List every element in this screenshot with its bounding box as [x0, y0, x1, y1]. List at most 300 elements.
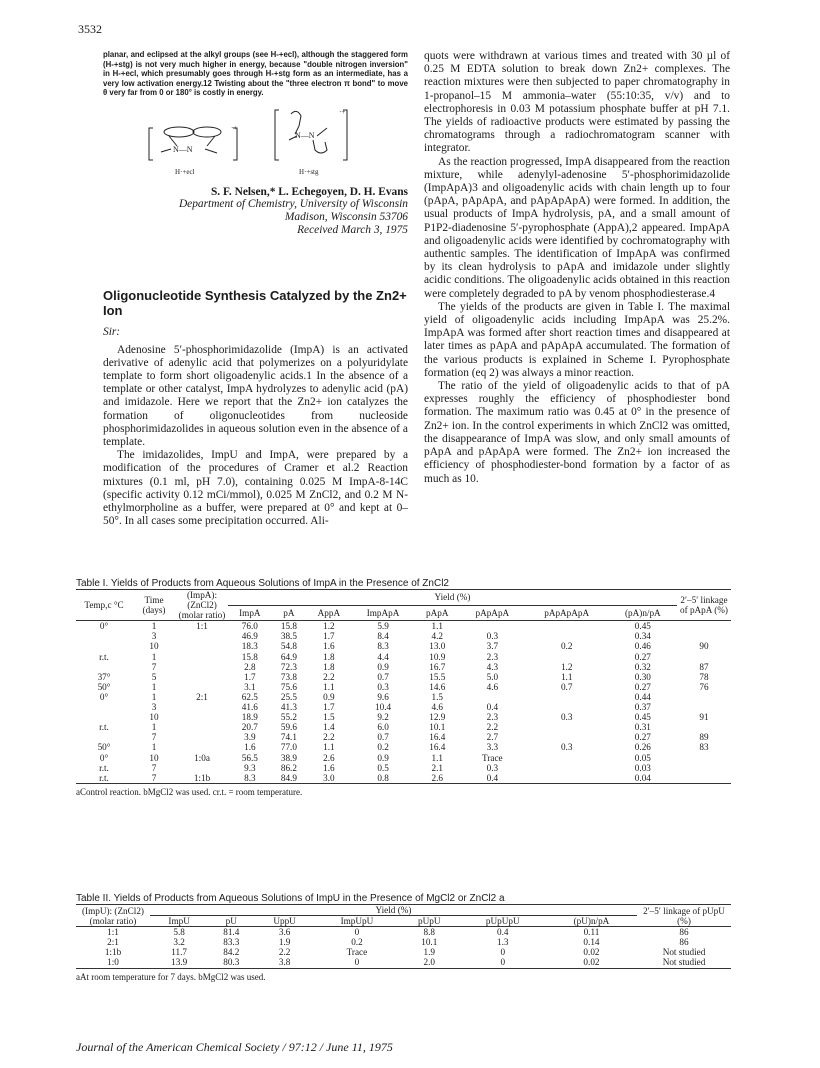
- table-cell: 50°: [97, 742, 111, 753]
- paragraph: The imidazolides, ImpU and ImpA, were prepared by a modification of the procedures of Cramer et al.2 Reaction mixtures (0.1 ml, pH 7.0), containing 0.025 M ImpA-8-14C (specific activity 0.12 mCi/mmol), 0.025 M ZnCl2, and 0.2 M N-ethylmorpholine as a buffer, were prepared at 0° and kept at 0–50°. In all cases some precipitation occurred. Ali-: [103, 449, 408, 528]
- table-1-body: [76, 621, 731, 784]
- table-cell: 0.30: [634, 671, 651, 682]
- table-cell: 1.4: [323, 722, 335, 733]
- table-cell: 0°: [99, 752, 109, 763]
- table-cell: 1.6: [244, 742, 256, 753]
- paragraph: As the reaction progressed, ImpA disappeared from the reaction mixture, while adenylyl-adenosine 5′-phosphorimidazolide (ImpApA)3 and oligoadenylic acids with chain length up to four (pApA, pApApA, and pApApApA) were formed. In addition, the usual products of ImpA hydrolysis, pA, and a small amount of P1P2-diadenosine 5′-pyrophosphate (AppA),2 appeared. ImpApA and oligoadenylic acids were identified by cochromatography with authentic samples. The identification of ImpApA was confirmed by its clean hydrolysis to pApA and imidazole under slightly acidic conditions. The oligoadenylic acids obtained in this reaction were completely degraded to pA by venom phosphodiesterase.4: [424, 155, 730, 300]
- table-cell: 2.2: [486, 722, 499, 733]
- table-row: [76, 753, 731, 763]
- table-cell: [525, 692, 609, 702]
- svg-text:·+: ·+: [231, 123, 238, 132]
- table-row: [76, 682, 731, 692]
- table-row: [76, 662, 731, 672]
- table-cell: 3.2: [173, 937, 185, 948]
- table-cell: 0.11: [583, 927, 600, 938]
- table-cell: 0.26: [634, 742, 651, 753]
- table-cell: 10.1: [421, 937, 438, 948]
- table-cell: [176, 641, 228, 651]
- table-cell: 54.8: [280, 641, 297, 652]
- header-linkage: 2′–5′ linkage of pApA (%): [680, 595, 728, 616]
- table-cell: 3.3: [486, 742, 499, 753]
- table-cell: 0.7: [560, 681, 573, 692]
- table-cell: 4.3: [486, 661, 499, 672]
- table-cell: 2.7: [486, 732, 499, 743]
- table-cell: 38.5: [280, 631, 297, 642]
- salutation: Sir:: [103, 325, 121, 338]
- table-cell: 91: [699, 712, 709, 723]
- table-cell: [460, 621, 525, 632]
- table-cell: 0.3: [486, 631, 499, 642]
- table-cell: 90: [699, 641, 709, 652]
- table-cell: 8.8: [423, 927, 435, 938]
- table-cell: 0.3: [486, 762, 499, 773]
- table-cell: 89: [699, 732, 709, 743]
- table-cell: 0: [500, 947, 506, 958]
- affiliation-line-2: Madison, Wisconsin 53706: [284, 211, 408, 224]
- table-cell: 4.6: [431, 702, 443, 713]
- table-cell: 0.2: [377, 742, 389, 753]
- table-2: [76, 893, 731, 982]
- author-list: S. F. Nelsen,* L. Echegoyen, D. H. Evans: [210, 185, 408, 198]
- table-row: [76, 937, 731, 947]
- table-2-caption: Table II. Yields of Products from Aqueous Solutions of ImpU in the Presence of MgCl2 or ZnCl2 a: [76, 893, 505, 904]
- table-cell: 3.8: [278, 957, 291, 968]
- table-cell: 62.5: [241, 691, 258, 702]
- table-cell: r.t.: [99, 651, 109, 662]
- table-cell: 14.6: [429, 681, 446, 692]
- table-cell: 6.0: [377, 722, 389, 733]
- table-cell: 0.2: [351, 937, 363, 948]
- col-header: pUpUpU: [485, 916, 520, 927]
- table-cell: 86: [679, 927, 689, 938]
- table-cell: 55.2: [280, 712, 297, 723]
- table-cell: [460, 692, 525, 702]
- col-header: (pA)n/pA: [624, 607, 661, 618]
- table-cell: 0.27: [634, 651, 651, 662]
- col-header: pA: [283, 607, 295, 618]
- table-cell: 87: [699, 661, 709, 672]
- affiliation-line-1: Department of Chemistry, University of Wisconsin: [178, 197, 408, 210]
- table-cell: 1.6: [323, 762, 335, 773]
- table-cell: 0.04: [634, 772, 651, 783]
- table-cell: 1.5: [323, 712, 335, 723]
- received-date: Received March 3, 1975: [297, 224, 408, 237]
- table-cell: [525, 621, 609, 632]
- table-cell: 41.6: [241, 702, 258, 713]
- table-cell: 1: [151, 621, 157, 632]
- table-row: [76, 763, 731, 773]
- header-ratio: (ImpU): (ZnCl2) (molar ratio): [81, 905, 144, 926]
- header-yield: Yield (%): [228, 590, 677, 606]
- table-cell: [677, 652, 731, 662]
- table-2-grid: [76, 904, 731, 969]
- page-number: 3532: [78, 22, 102, 36]
- table-cell: 1.8: [323, 651, 335, 662]
- table-cell: 5: [151, 671, 157, 682]
- table-cell: 2.0: [423, 957, 435, 968]
- table-cell: 15.8: [280, 621, 297, 632]
- col-header: ImpUpU: [340, 916, 374, 927]
- table-cell: [176, 722, 228, 732]
- table-cell: 46.9: [241, 631, 258, 642]
- table-cell: 10.9: [429, 651, 446, 662]
- table-cell: 0.45: [634, 621, 651, 632]
- table-cell: 78: [699, 671, 709, 682]
- col-header: ImpU: [168, 916, 190, 927]
- table-row: [76, 621, 731, 632]
- table-cell: 2.8: [244, 661, 256, 672]
- staggered-structure-icon: [273, 104, 349, 166]
- table-cell: 2.2: [323, 732, 335, 743]
- table-cell: 15.5: [429, 671, 446, 682]
- table-cell: [176, 742, 228, 752]
- table-cell: 11.7: [171, 947, 188, 958]
- table-cell: 12.9: [429, 712, 446, 723]
- table-cell: r.t.: [99, 772, 109, 783]
- table-cell: 13.9: [171, 957, 188, 968]
- table-cell: 1:1: [196, 621, 208, 632]
- table-cell: 86: [679, 937, 689, 948]
- table-cell: 0.3: [560, 712, 573, 723]
- table-cell: 86.2: [280, 762, 297, 773]
- table-cell: 0°: [99, 621, 109, 632]
- table-cell: 13.0: [429, 641, 446, 652]
- table-cell: 7: [151, 661, 157, 672]
- table-row: [76, 722, 731, 732]
- table-cell: 72.3: [280, 661, 297, 672]
- table-cell: 1: [151, 691, 157, 702]
- paragraph: quots were withdrawn at various times and treated with 30 µl of 0.25 M EDTA solution to break down Zn2+ complexes. The reaction mixtures were then subjected to paper chromatography in 1-propanol–15 M ammonia–water (55:10:35, v/v) and to electrophoresis in 0.03 M potassium phosphate buffer at pH 7.1. The yields of radioactive products were estimated by passing the chromatograms through a radiochromatogram scanner with integrator.: [424, 50, 730, 155]
- table-2-footnote: aAt room temperature for 7 days. bMgCl2 was used.: [76, 971, 266, 982]
- table-cell: [677, 631, 731, 641]
- table-cell: 0.4: [486, 702, 499, 713]
- table-1: [76, 578, 731, 797]
- table-cell: [176, 702, 228, 712]
- table-cell: 1.5: [431, 691, 443, 702]
- table-cell: 2.6: [431, 772, 443, 783]
- table-cell: [677, 753, 731, 763]
- table-cell: 1: [151, 681, 157, 692]
- svg-text:·+: ·+: [339, 107, 346, 116]
- table-cell: 5.9: [377, 621, 389, 632]
- table-cell: 0: [354, 927, 360, 938]
- table-cell: 75.6: [280, 681, 297, 692]
- table-cell: 1.9: [423, 947, 435, 958]
- table-cell: [176, 631, 228, 641]
- table-cell: 0.37: [634, 702, 651, 713]
- table-row: [76, 773, 731, 784]
- table-cell: 2.3: [486, 712, 499, 723]
- table-row: [76, 712, 731, 722]
- table-cell: 3: [151, 631, 157, 642]
- table-cell: 0.9: [323, 691, 335, 702]
- table-cell: 0.45: [634, 712, 651, 723]
- table-cell: 1.2: [560, 661, 573, 672]
- table-cell: 2.1: [431, 762, 443, 773]
- table-cell: 84.2: [223, 947, 240, 958]
- table-cell: [525, 732, 609, 742]
- table-cell: 7: [151, 772, 157, 783]
- table-cell: [176, 652, 228, 662]
- table-cell: 3.6: [278, 927, 291, 938]
- table-cell: 1: [151, 742, 157, 753]
- table-cell: 56.5: [241, 752, 258, 763]
- table-cell: 3.7: [486, 641, 499, 652]
- col-header: pApApApA: [544, 607, 590, 618]
- table-cell: 2.2: [323, 671, 335, 682]
- table-cell: [525, 763, 609, 773]
- table-cell: r.t.: [99, 722, 109, 733]
- table-cell: 73.8: [280, 671, 297, 682]
- table-cell: 2:1: [196, 691, 208, 702]
- table-cell: 4.4: [377, 651, 389, 662]
- article-title: Oligonucleotide Synthesis Catalyzed by the Zn2+ Ion: [103, 287, 407, 318]
- table-cell: 0.05: [634, 752, 651, 763]
- table-cell: 10: [149, 752, 159, 763]
- table-cell: 83.3: [223, 937, 240, 948]
- table-cell: 64.9: [280, 651, 297, 662]
- table-cell: 2.3: [486, 651, 499, 662]
- table-cell: 0.7: [377, 671, 389, 682]
- col-header: ImpApA: [366, 607, 400, 618]
- table-cell: 0.4: [497, 927, 509, 938]
- col-header: pU: [225, 916, 237, 927]
- table-cell: 0.9: [377, 752, 389, 763]
- table-cell: 8.4: [377, 631, 389, 642]
- table-cell: [76, 712, 132, 722]
- table-cell: 0.7: [377, 732, 389, 743]
- table-cell: [176, 672, 228, 682]
- right-column: [424, 50, 730, 486]
- table-cell: 1.1: [560, 671, 573, 682]
- table-row: [76, 957, 731, 968]
- table-cell: 3.0: [323, 772, 335, 783]
- table-cell: [677, 621, 731, 632]
- table-cell: Not studied: [662, 947, 706, 958]
- col-header: pApApA: [475, 607, 510, 618]
- table-cell: [76, 662, 132, 672]
- table-cell: 83: [699, 742, 709, 753]
- table-cell: 2.6: [323, 752, 335, 763]
- table-cell: 20.7: [241, 722, 258, 733]
- table-cell: 84.9: [280, 772, 297, 783]
- table-cell: [176, 732, 228, 742]
- table-cell: 1.1: [323, 742, 335, 753]
- table-cell: 74.1: [280, 732, 297, 743]
- table-cell: 0: [354, 957, 360, 968]
- table-cell: [76, 732, 132, 742]
- paragraph: The yields of the products are given in Table I. The maximal yield of oligoadenylic acids including ImpApA was 25.2%. ImpApA was formed after short reaction times and disappeared at later times as pApA and pApApA accumulated. The formation of the various products is explained in Scheme I. Pyrophosphate formation (eq 2) was always a minor reaction.: [424, 300, 730, 379]
- table-cell: [176, 712, 228, 722]
- table-cell: 18.9: [241, 712, 258, 723]
- table-cell: [76, 702, 132, 712]
- table-cell: 1.1: [431, 621, 443, 632]
- table-cell: 38.9: [280, 752, 297, 763]
- paragraph: The ratio of the yield of oligoadenylic acids to that of pA expresses roughly the efficiency of phosphodiester bond formation. The maximum ratio was 0.45 at 0° in the presence of Zn2+ ion. In the control experiments in which ZnCl2 was omitted, the disappearance of ImpA was slow, and only small amounts of pApA and pApApA were formed. The Zn2+ ion increased the efficiency of phosphodiester-bond formation by a factor of as much as 10.: [424, 380, 730, 485]
- col-header: AppA: [317, 607, 341, 618]
- table-cell: 10: [149, 712, 159, 723]
- table-cell: [525, 702, 609, 712]
- table-cell: 0.9: [377, 661, 389, 672]
- staggered-label: H·+stg: [299, 167, 319, 176]
- table-row: [76, 631, 731, 641]
- table-cell: r.t.: [99, 762, 109, 773]
- table-cell: 5.0: [486, 671, 499, 682]
- table-cell: 1:0a: [194, 752, 210, 763]
- header-time: Time (days): [142, 595, 166, 616]
- table-cell: 1.6: [323, 641, 335, 652]
- table-cell: 0.3: [377, 681, 389, 692]
- table-2-body: [76, 927, 731, 968]
- table-cell: 7: [151, 762, 157, 773]
- table-cell: 0.46: [634, 641, 651, 652]
- table-cell: 16.4: [429, 742, 446, 753]
- table-cell: 0.3: [560, 742, 573, 753]
- svg-text:N—N: N—N: [295, 130, 315, 140]
- table-cell: 81.4: [223, 927, 240, 938]
- table-cell: [677, 702, 731, 712]
- table-row: [76, 652, 731, 662]
- table-cell: 3.9: [244, 732, 256, 743]
- table-cell: [176, 682, 228, 692]
- table-row: [76, 641, 731, 651]
- table-row: [76, 742, 731, 752]
- table-cell: 2.2: [278, 947, 291, 958]
- table-cell: 1.7: [323, 631, 335, 642]
- table-1-caption: Table I. Yields of Products from Aqueous Solutions of ImpA in the Presence of ZnCl2: [76, 578, 449, 589]
- table-cell: 0.02: [583, 947, 600, 958]
- table-cell: 0.27: [634, 732, 651, 743]
- table-cell: 37°: [97, 671, 111, 682]
- journal-footer: Journal of the American Chemical Society / 97:12 / June 11, 1975: [76, 1040, 393, 1054]
- table-cell: 15.8: [241, 651, 258, 662]
- table-cell: 0.32: [634, 661, 651, 672]
- table-cell: [76, 641, 132, 651]
- table-cell: 1:0: [107, 957, 119, 968]
- table-cell: 18.3: [241, 641, 258, 652]
- table-cell: 1.1: [323, 681, 335, 692]
- table-cell: 4.6: [486, 681, 499, 692]
- table-cell: 10.4: [375, 702, 392, 713]
- table-cell: 4.2: [431, 631, 443, 642]
- table-cell: 1: [151, 651, 157, 662]
- table-cell: Trace: [346, 947, 368, 958]
- table-cell: [677, 722, 731, 732]
- table-row: [76, 672, 731, 682]
- table-cell: 59.6: [280, 722, 297, 733]
- table-row: [76, 692, 731, 702]
- table-cell: 1.3: [497, 937, 509, 948]
- col-header: ImpA: [239, 607, 261, 618]
- table-cell: 25.5: [280, 691, 297, 702]
- radical-cation-note: planar, and eclipsed at the alkyl groups (see H-+ecl), although the staggered form (H-+stg) is not very much higher in energy, because "double nitrogen inversion" in H-+ecl, which presumably goes through H-+stg form as an intermediate, has a very low activation energy.12 Twisting about the "three electron π bond" to move θ very far from 0 or 180° is costly in energy.: [103, 50, 408, 98]
- header-ratio: (ImpA): (ZnCl2) (molar ratio): [178, 590, 226, 621]
- col-header: UppU: [273, 916, 296, 927]
- table-cell: 1:1: [107, 927, 119, 938]
- table-cell: 1.2: [323, 621, 335, 632]
- table-row: [76, 702, 731, 712]
- header-linkage: 2′–5′ linkage of pUpU (%): [643, 905, 725, 926]
- table-cell: 0.27: [634, 681, 651, 692]
- table-cell: 77.0: [280, 742, 297, 753]
- table-cell: 41.3: [280, 702, 297, 713]
- table-cell: 76: [699, 681, 709, 692]
- table-cell: [525, 631, 609, 641]
- table-cell: 1.7: [323, 702, 335, 713]
- table-cell: 16.4: [429, 732, 446, 743]
- table-row: [76, 947, 731, 957]
- table-cell: Trace: [482, 752, 503, 763]
- table-cell: [525, 753, 609, 763]
- table-cell: 80.3: [223, 957, 240, 968]
- table-row: [76, 927, 731, 938]
- table-cell: 5.8: [173, 927, 185, 938]
- table-cell: 9.3: [244, 762, 256, 773]
- table-cell: 1.8: [323, 661, 335, 672]
- table-cell: [176, 763, 228, 773]
- table-cell: 1.7: [244, 671, 256, 682]
- table-cell: [525, 652, 609, 662]
- table-cell: 9.6: [377, 691, 389, 702]
- table-cell: 0.4: [486, 772, 499, 783]
- table-cell: 10: [149, 641, 159, 652]
- table-cell: [525, 722, 609, 732]
- table-cell: [677, 692, 731, 702]
- table-cell: Not studied: [662, 957, 706, 968]
- table-cell: [677, 773, 731, 784]
- table-cell: 0.2: [560, 641, 573, 652]
- table-cell: 8.3: [244, 772, 256, 783]
- table-cell: 0.02: [583, 957, 600, 968]
- table-cell: 0.8: [377, 772, 389, 783]
- table-cell: 3.1: [244, 681, 256, 692]
- table-cell: [677, 763, 731, 773]
- table-cell: 1: [151, 722, 157, 733]
- table-row: [76, 732, 731, 742]
- svg-text:N—N: N—N: [173, 144, 193, 154]
- col-header: pApA: [426, 607, 449, 618]
- table-cell: 10.1: [429, 722, 446, 733]
- table-cell: 0.34: [634, 631, 651, 642]
- col-header: (pU)n/pA: [573, 916, 610, 927]
- table-cell: 3: [151, 702, 157, 713]
- paragraph: Adenosine 5′-phosphorimidazolide (ImpA) is an activated derivative of adenylic acid that polymerizes on a polyuridylate template to form short oligoadenylic acids.1 In the absence of a template or other catalyst, ImpA hydrolyzes to adenylic acid (pA) and imidazole. Here we report that the Zn2+ ion catalyzes the formation of oligonucleotides from nucleoside phosphorimidazolides in aqueous solution even in the absence of a template.: [103, 343, 408, 448]
- table-cell: 9.2: [377, 712, 389, 723]
- table-cell: 2:1: [107, 937, 119, 948]
- table-1-footnote: aControl reaction. bMgCl2 was used. cr.t. = room temperature.: [76, 786, 303, 797]
- table-cell: 1:1b: [193, 772, 211, 783]
- table-cell: 0°: [99, 691, 109, 702]
- table-cell: 0.5: [377, 762, 389, 773]
- table-cell: [176, 662, 228, 672]
- table-cell: 0.31: [634, 722, 651, 733]
- table-cell: [76, 631, 132, 641]
- left-column: [103, 50, 408, 528]
- table-cell: 7: [151, 732, 157, 743]
- header-temp: Temp,c °C: [84, 600, 124, 611]
- table-cell: 0.44: [634, 691, 651, 702]
- table-1-grid: [76, 589, 731, 784]
- structure-figure: [103, 107, 408, 180]
- table-cell: 16.7: [429, 661, 446, 672]
- table-cell: 8.3: [377, 641, 389, 652]
- table-cell: 1.1: [431, 752, 443, 763]
- table-cell: 76.0: [241, 621, 258, 632]
- col-header: pUpU: [418, 916, 441, 927]
- table-cell: [525, 773, 609, 784]
- table-cell: 1.9: [278, 937, 291, 948]
- table-cell: 0.14: [583, 937, 600, 948]
